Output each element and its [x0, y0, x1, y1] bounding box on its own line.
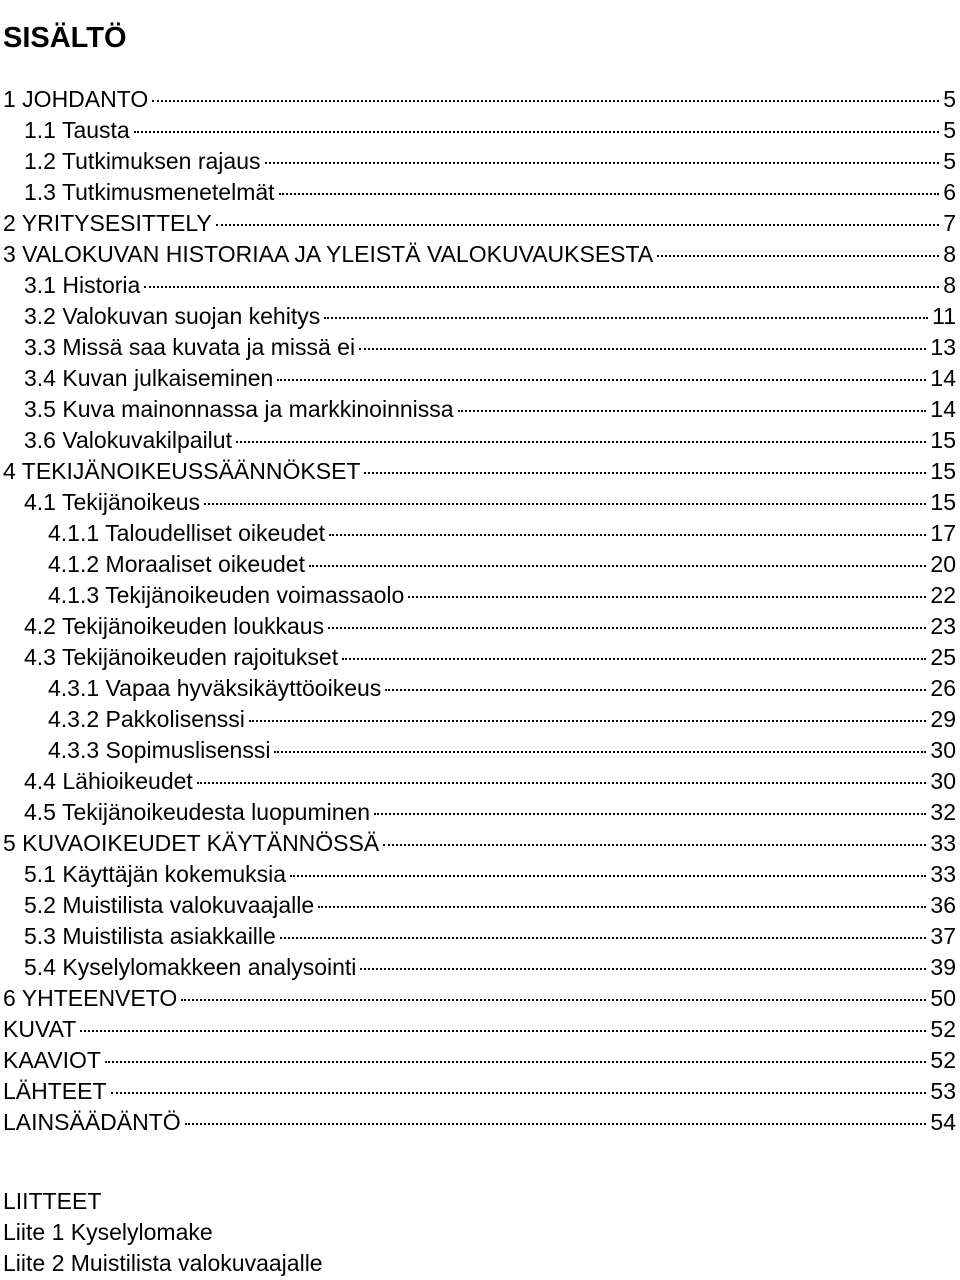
toc-entry-title: 1.3 Tutkimusmenetelmät: [24, 179, 275, 205]
toc-entry[interactable]: [0, 146, 958, 177]
dot-leader: [204, 503, 926, 505]
toc-entry[interactable]: [0, 115, 958, 146]
toc-entry[interactable]: [0, 704, 958, 735]
dot-leader: [408, 596, 926, 598]
dot-leader: [197, 782, 927, 784]
dot-leader: [385, 689, 926, 691]
toc-entry[interactable]: [0, 363, 958, 394]
toc-entry[interactable]: [0, 921, 958, 952]
toc-entry-page-number: 7: [943, 210, 956, 236]
toc-entry[interactable]: [0, 332, 958, 363]
toc-entry[interactable]: [0, 208, 958, 239]
toc-entry[interactable]: [0, 983, 958, 1014]
toc-entry[interactable]: [0, 735, 958, 766]
toc-entry-title: 4.4 Lähioikeudet: [24, 768, 193, 794]
toc-entry[interactable]: [0, 952, 958, 983]
toc-entry-page-number: 20: [930, 551, 956, 577]
toc-entry-title: 5.3 Muistilista asiakkaille: [24, 923, 276, 949]
toc-entry-title: 3.3 Missä saa kuvata ja missä ei: [24, 334, 356, 360]
dot-leader: [144, 286, 939, 288]
toc-entry[interactable]: [0, 239, 958, 270]
toc-entry[interactable]: [0, 518, 958, 549]
toc-entry-title: LAINSÄÄDÄNTÖ: [3, 1109, 181, 1135]
table-of-contents: [0, 84, 958, 1138]
appendix-heading: LIITTEET: [3, 1188, 102, 1214]
toc-entry[interactable]: [0, 394, 958, 425]
dot-leader: [458, 410, 927, 412]
toc-entry-page-number: 15: [930, 489, 956, 515]
dot-leader: [324, 317, 928, 319]
toc-entry-page-number: 5: [943, 148, 956, 174]
dot-leader: [342, 658, 926, 660]
dot-leader: [318, 906, 926, 908]
toc-entry[interactable]: [0, 580, 958, 611]
dot-leader: [374, 813, 926, 815]
toc-entry-title: 4.1.2 Moraaliset oikeudet: [48, 551, 305, 577]
dot-leader: [111, 1092, 927, 1094]
toc-entry-page-number: 14: [930, 365, 956, 391]
toc-entry[interactable]: [0, 549, 958, 580]
toc-entry-page-number: 25: [930, 644, 956, 670]
toc-entry-title: 3.2 Valokuvan suojan kehitys: [24, 303, 321, 329]
dot-leader: [328, 627, 926, 629]
toc-entry[interactable]: [0, 425, 958, 456]
toc-entry-title: KUVAT: [3, 1016, 77, 1042]
toc-entry[interactable]: [0, 766, 958, 797]
toc-entry-title: 4.3.1 Vapaa hyväksikäyttöoikeus: [48, 675, 382, 701]
toc-entry-page-number: 52: [930, 1016, 956, 1042]
toc-entry-page-number: 23: [930, 613, 956, 639]
toc-entry[interactable]: [0, 301, 958, 332]
toc-entry-page-number: 15: [930, 458, 956, 484]
toc-entry-page-number: 17: [930, 520, 956, 546]
toc-entry-page-number: 8: [943, 272, 956, 298]
toc-entry-title: 6 YHTEENVETO: [3, 985, 178, 1011]
toc-entry[interactable]: [0, 797, 958, 828]
dot-leader: [216, 224, 939, 226]
toc-entry-page-number: 14: [930, 396, 956, 422]
toc-entry-title: 4.5 Tekijänoikeudesta luopuminen: [24, 799, 371, 825]
toc-entry-page-number: 29: [930, 706, 956, 732]
toc-entry-title: 3.1 Historia: [24, 272, 141, 298]
dot-leader: [359, 348, 926, 350]
dot-leader: [280, 937, 927, 939]
dot-leader: [279, 193, 940, 195]
toc-entry-title: 4.1.1 Taloudelliset oikeudet: [48, 520, 326, 546]
toc-entry-title: 5.1 Käyttäjän kokemuksia: [24, 861, 287, 887]
dot-leader: [277, 379, 926, 381]
toc-entry[interactable]: [0, 642, 958, 673]
dot-leader: [249, 720, 927, 722]
dot-leader: [364, 472, 926, 474]
dot-leader: [236, 441, 926, 443]
dot-leader: [383, 844, 926, 846]
toc-entry-page-number: 37: [930, 923, 956, 949]
dot-leader: [105, 1061, 926, 1063]
toc-entry-title: 4.2 Tekijänoikeuden loukkaus: [24, 613, 325, 639]
toc-entry-title: 4.3.2 Pakkolisenssi: [48, 706, 245, 732]
dot-leader: [185, 1123, 927, 1125]
toc-entry-title: 3.4 Kuvan julkaiseminen: [24, 365, 274, 391]
dot-leader: [657, 255, 939, 257]
toc-entry-page-number: 5: [943, 86, 956, 112]
toc-entry-title: 3.6 Valokuvakilpailut: [24, 427, 232, 453]
toc-entry-page-number: 30: [930, 768, 956, 794]
dot-leader: [134, 131, 939, 133]
toc-entry-title: 3 VALOKUVAN HISTORIAA JA YLEISTÄ VALOKUVAUKSESTA: [3, 241, 654, 267]
toc-entry-title: KAAVIOT: [3, 1047, 101, 1073]
toc-entry-title: 4.3 Tekijänoikeuden rajoitukset: [24, 644, 339, 670]
toc-entry[interactable]: [0, 859, 958, 890]
toc-entry-page-number: 6: [943, 179, 956, 205]
toc-entry-page-number: 50: [930, 985, 956, 1011]
toc-entry[interactable]: [0, 890, 958, 921]
toc-entry-page-number: 13: [930, 334, 956, 360]
toc-entry-page-number: 30: [930, 737, 956, 763]
toc-entry[interactable]: [0, 673, 958, 704]
toc-entry-page-number: 36: [930, 892, 956, 918]
toc-entry-title: 4.3.3 Sopimuslisenssi: [48, 737, 271, 763]
toc-entry[interactable]: [0, 1014, 958, 1045]
dot-leader: [152, 100, 939, 102]
toc-entry-page-number: 39: [930, 954, 956, 980]
toc-entry-page-number: 54: [930, 1109, 956, 1135]
toc-entry-page-number: 11: [932, 303, 956, 329]
toc-entry-title: 5.4 Kyselylomakkeen analysointi: [24, 954, 357, 980]
dot-leader: [181, 999, 926, 1001]
toc-entry[interactable]: [0, 456, 958, 487]
appendix-item: Liite 1 Kyselylomake: [3, 1219, 213, 1245]
toc-entry-title: 2 YRITYSESITTELY: [3, 210, 212, 236]
dot-leader: [80, 1030, 926, 1032]
toc-entry-page-number: 22: [930, 582, 956, 608]
toc-entry-title: 3.5 Kuva mainonnassa ja markkinoinnissa: [24, 396, 454, 422]
toc-entry-title: 4.1 Tekijänoikeus: [24, 489, 201, 515]
toc-entry[interactable]: [0, 270, 958, 301]
toc-entry[interactable]: [0, 611, 958, 642]
appendix-list: [3, 1186, 323, 1279]
dot-leader: [329, 534, 926, 536]
toc-entry-page-number: 33: [930, 830, 956, 856]
toc-entry-title: 1.2 Tutkimuksen rajaus: [24, 148, 261, 174]
dot-leader: [309, 565, 926, 567]
toc-entry[interactable]: [0, 177, 958, 208]
dot-leader: [290, 875, 926, 877]
toc-entry-title: 5 KUVAOIKEUDET KÄYTÄNNÖSSÄ: [3, 830, 380, 856]
toc-entry[interactable]: [0, 84, 958, 115]
toc-entry-page-number: 8: [943, 241, 956, 267]
dot-leader: [360, 968, 926, 970]
toc-entry-page-number: 32: [930, 799, 956, 825]
toc-entry-title: LÄHTEET: [3, 1078, 107, 1104]
toc-entry[interactable]: [0, 487, 958, 518]
toc-entry[interactable]: [0, 1045, 958, 1076]
dot-leader: [274, 751, 926, 753]
page-title: SISÄLTÖ: [3, 22, 127, 55]
toc-entry-page-number: 5: [943, 117, 956, 143]
toc-entry-page-number: 15: [930, 427, 956, 453]
toc-entry[interactable]: [0, 828, 958, 859]
toc-entry-page-number: 53: [930, 1078, 956, 1104]
toc-entry-page-number: 26: [930, 675, 956, 701]
appendix-item: Liite 2 Muistilista valokuvaajalle: [3, 1250, 323, 1276]
toc-entry[interactable]: [0, 1107, 958, 1138]
toc-entry-title: 4.1.3 Tekijänoikeuden voimassaolo: [48, 582, 405, 608]
toc-entry-title: 1 JOHDANTO: [3, 86, 149, 112]
dot-leader: [265, 162, 940, 164]
toc-entry-title: 4 TEKIJÄNOIKEUSSÄÄNNÖKSET: [3, 458, 361, 484]
toc-entry[interactable]: [0, 1076, 958, 1107]
toc-entry-title: 1.1 Tausta: [24, 117, 130, 143]
toc-entry-page-number: 33: [930, 861, 956, 887]
toc-entry-page-number: 52: [930, 1047, 956, 1073]
toc-entry-title: 5.2 Muistilista valokuvaajalle: [24, 892, 315, 918]
